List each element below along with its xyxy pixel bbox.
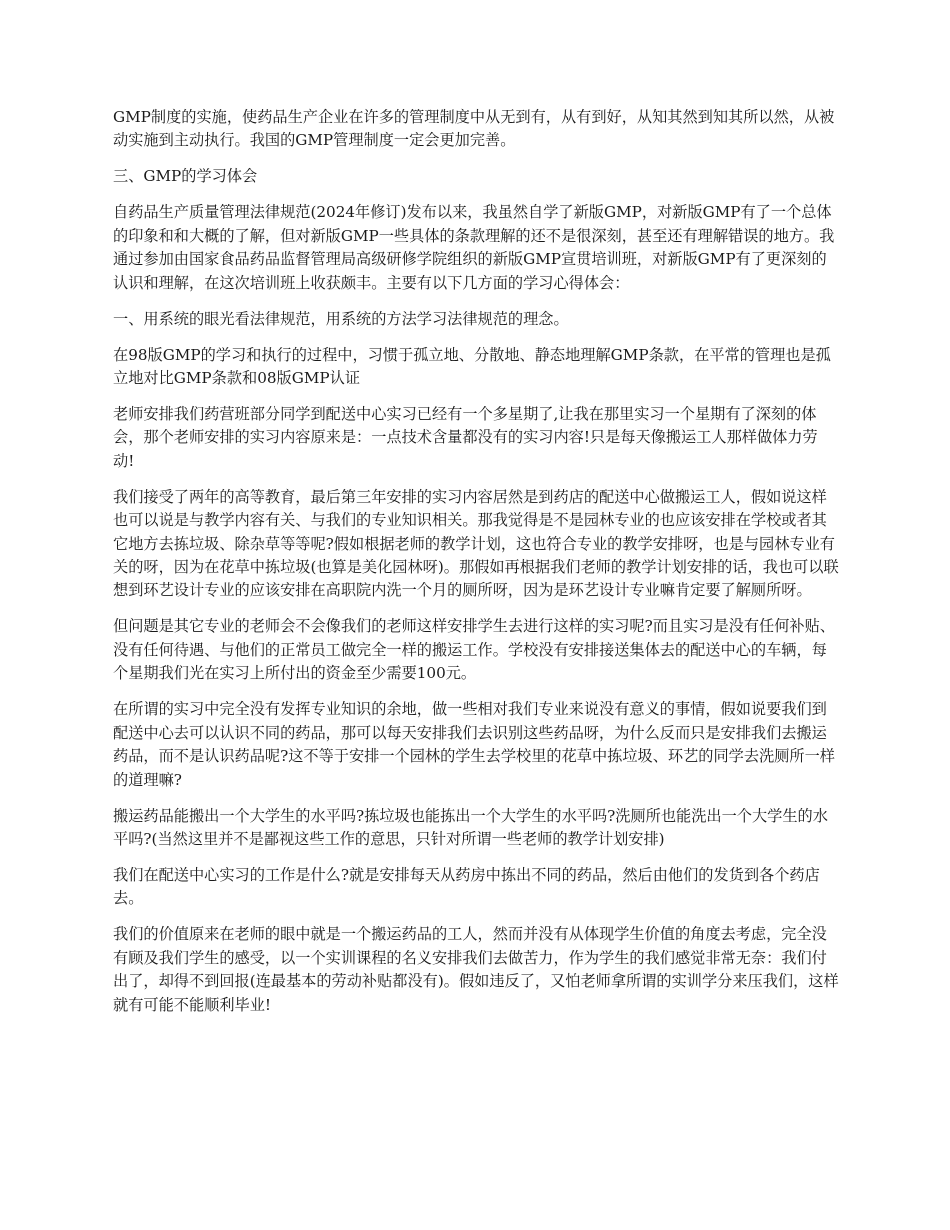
document-page bbox=[113, 106, 839, 1030]
paragraph-no-expertise: 在所谓的实习中完全没有发挥专业知识的余地，做一些相对我们专业来说没有意义的事情，假如说要我们到配送中心去可以认识不同的药品，那可以每天安排我们去识别这些药品呀，为什么反而只是安排我们去搬运药品，而不是认识药品呢?这不等于安排一个园林的学生去学校里的花草中拣垃圾、环艺的同学去洗厕所一样的道理嘛? bbox=[113, 700, 835, 789]
paragraph-education-complaint: 我们接受了两年的高等教育，最后第三年安排的实习内容居然是到药店的配送中心做搬运工人，假如说这样也可以说是与教学内容有关、与我们的专业知识相关。那我觉得是不是园林专业的也应该安排在学校或者其它地方去拣垃圾、除杂草等等呢?假如根据老师的教学计划，这也符合专业的教学安排呀，也是与园林专业有关的呀，因为在花草中拣垃圾(也算是美化园林呀)。那假如再根据我们老师的教学计划安排的话，我也可以联想到环艺设计专业的应该安排在高职院内洗一个月的厕所呀，因为是环艺设计专业嘛肯定要了解厕所呀。 bbox=[113, 487, 839, 600]
section-heading-gmp-learning: 三、GMP的学习体会 bbox=[113, 167, 258, 186]
paragraph-internship-intro: 老师安排我们药营班部分同学到配送中心实习已经有一个多星期了,让我在那里实习一个星期有了深刻的体会，那个老师安排的实习内容原来是：一点技术含量都没有的实习内容!只是每天像搬运工人那样做体力劳动! bbox=[113, 405, 818, 470]
paragraph-questions: 搬运药品能搬出一个大学生的水平吗?拣垃圾也能拣出一个大学生的水平吗?洗厕所也能洗出一个大学生的水平吗?(当然这里并不是鄙视这些工作的意思，只针对所谓一些老师的教学计划安排) bbox=[113, 806, 828, 848]
paragraph-intro: 自药品生产质量管理法律规范(2024年修订)发布以来，我虽然自学了新版GMP，对新版GMP有了一个总体的印象和和大概的了解，但对新版GMP一些具体的条款理解的还不是很深刻，甚至还有理解错误的地方。我通过参加由国家食品药品监督管理局高级研修学院组织的新版GMP宣贯培训班，对新版GMP有了更深刻的认识和理解，在这次培训班上收获颇丰。主要有以下几方面的学习心得体会： bbox=[113, 203, 835, 292]
paragraph-other-majors: 但问题是其它专业的老师会不会像我们的老师这样安排学生去进行这样的实习呢?而且实习是没有任何补贴、没有任何待遇、与他们的正常员工做完全一样的搬运工作。学校没有安排接送集体去的配送中心的车辆，每个星期我们光在实习上所付出的资金至少需要100元。 bbox=[113, 617, 835, 683]
paragraph-gmp-implementation: GMP制度的实施，使药品生产企业在许多的管理制度中从无到有，从有到好，从知其然到知其所以然，从被动实施到主动执行。我国的GMP管理制度一定会更加完善。 bbox=[113, 108, 835, 150]
paragraph-value: 我们的价值原来在老师的眼中就是一个搬运药品的工人，然而并没有从体现学生价值的角度去考虑，完全没有顾及我们学生的感受，以一个实训课程的名义安排我们去做苦力，作为学生的我们感觉非常无奈：我们付出了，却得不到回报(连最基本的劳动补贴都没有)。假如违反了，又怕老师拿所谓的实训学分来压我们，这样就有可能不能顺利毕业! bbox=[113, 925, 839, 1014]
subheading-system-view: 一、用系统的眼光看法律规范，用系统的方法学习法律规范的理念。 bbox=[113, 309, 569, 328]
paragraph-work-content: 我们在配送中心实习的工作是什么?就是安排每天从药房中拣出不同的药品，然后由他们的发货到各个药店去。 bbox=[113, 865, 820, 908]
paragraph-98-gmp: 在98版GMP的学习和执行的过程中，习惯于孤立地、分散地、静态地理解GMP条款，在平常的管理也是孤立地对比GMP条款和08版GMP认证 bbox=[113, 345, 831, 388]
